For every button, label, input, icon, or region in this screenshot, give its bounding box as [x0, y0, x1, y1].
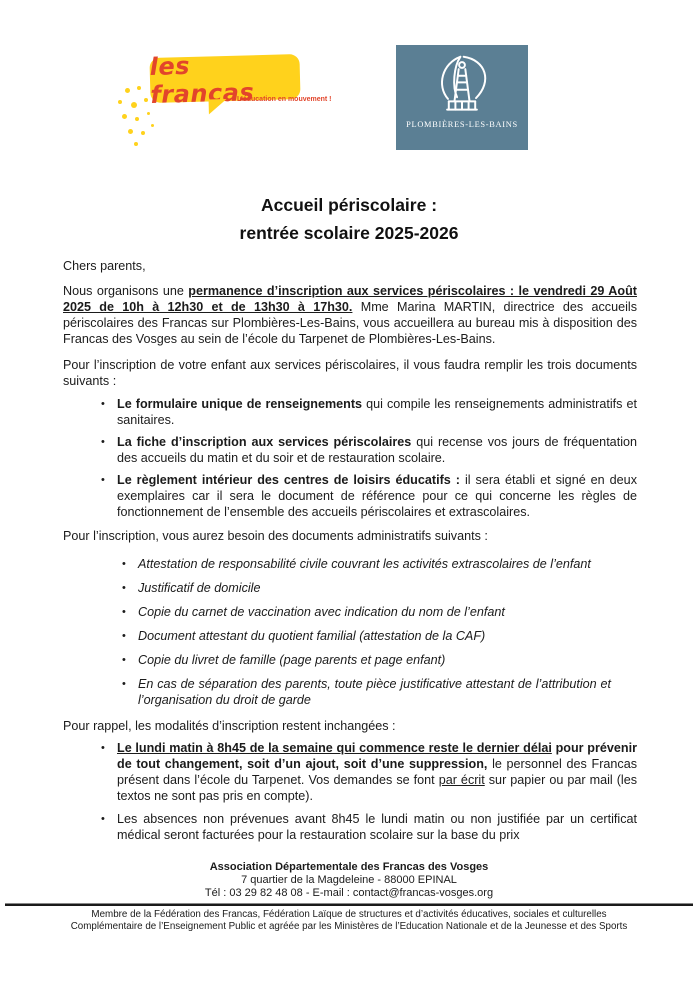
- francas-tagline: L’éducation en mouvement !: [237, 96, 332, 103]
- list-item: • Justificatif de domicile: [138, 580, 611, 596]
- salutation: Chers parents,: [63, 259, 146, 273]
- documents-list: [63, 396, 637, 520]
- admin-documents-list: [63, 556, 611, 708]
- plombieres-label: PLOMBIÈRES-LES-BAINS: [406, 120, 518, 129]
- page-title: [0, 191, 698, 247]
- list-item: • Le lundi matin à 8h45 de la semaine qui commence reste le dernier délai pour prévenir de tout changement, soit d’un ajout, soit d’une suppression, le personnel des Francas présent dans l’école du Tarpenet. Vos demandes se font par écrit sur papier ou par mail (les textos ne sont pas pris en compte).: [117, 740, 637, 804]
- list-item: • En cas de séparation des parents, toute pièce justificative attestant de l’attribution et l’organisation du droit de garde: [138, 676, 611, 708]
- page-title-line1: Accueil périscolaire :: [260, 195, 438, 215]
- fountain-icon: [420, 51, 504, 117]
- paragraph-documents-intro: Pour l’inscription de votre enfant aux services périscolaires, il vous faudra remplir les trois documents suivants :: [63, 358, 637, 388]
- list-item: • Copie du carnet de vaccination avec indication du nom de l’enfant: [138, 604, 611, 620]
- footer-legal-line2: Complémentaire de l’Enseignement Public et agréée par les Ministères de l’Education Nationale et de la Jeunesse et des Sports: [70, 921, 628, 932]
- footer-contact: Tél : 03 29 82 48 08 - E-mail : contact@francas-vosges.org: [204, 887, 494, 899]
- paragraph-permanence: Nous organisons une permanence d’inscription aux services périscolaires : le vendredi 29 Août 2025 de 10h à 12h30 et de 13h30 à 17h30. Mme Marina MARTIN, directrice des accueils périscolaires des Francas sur Plombières-Les-Bains, vous accueillera au bureau mis à disposition des Francas des Vosges au sein de l’école du Tarpenet de Plombières-Les-Bains.: [63, 284, 637, 346]
- footer-rule: [5, 903, 693, 906]
- footer-legal-line1: Membre de la Fédération des Francas, Fédération Laïque de structures et d’activités éducatives, sociales et culturelles: [91, 909, 607, 920]
- letter-body: [63, 258, 637, 851]
- rappel-list: [63, 740, 637, 843]
- footer-org-name: Association Départementale des Francas des Vosges: [209, 861, 489, 873]
- francas-logo-text: les francas: [149, 51, 255, 109]
- page-title-line2: rentrée scolaire 2025-2026: [239, 223, 459, 243]
- footer-address: 7 quartier de la Magdeleine - 88000 EPINAL: [241, 874, 457, 886]
- list-item: • Document attestant du quotient familial (attestation de la CAF): [138, 628, 611, 644]
- paragraph-admin-intro: Pour l’inscription, vous aurez besoin des documents administratifs suivants :: [63, 529, 488, 543]
- speech-bubble-tail: [209, 99, 227, 114]
- list-item: • Les absences non prévenues avant 8h45 le lundi matin ou non justifiée par un certificat médical seront facturées pour la restauration scolaire sur la base du prix: [117, 811, 637, 843]
- plombieres-logo: [396, 45, 528, 150]
- list-item: • Attestation de responsabilité civile couvrant les activités extrascolaires de l’enfant: [138, 556, 611, 572]
- francas-logo: [118, 51, 332, 147]
- list-item: • La fiche d’inscription aux services périscolaires qui recense vos jours de fréquentation des accueils du matin et du soir et de restauration scolaire.: [117, 434, 637, 466]
- list-item: • Le règlement intérieur des centres de loisirs éducatifs : il sera établi et signé en deux exemplaires car il sera le document de référence pour ce qui concerne les règles de fonctionnement de l’ensemble des accueils périscolaires et extrascolaires.: [117, 472, 637, 520]
- list-item: • Copie du livret de famille (page parents et page enfant): [138, 652, 611, 668]
- paragraph-rappel-intro: Pour rappel, les modalités d’inscription restent inchangées :: [63, 719, 396, 733]
- document-footer: [0, 861, 698, 933]
- list-item: • Le formulaire unique de renseignements qui compile les renseignements administratifs et sanitaires.: [117, 396, 637, 428]
